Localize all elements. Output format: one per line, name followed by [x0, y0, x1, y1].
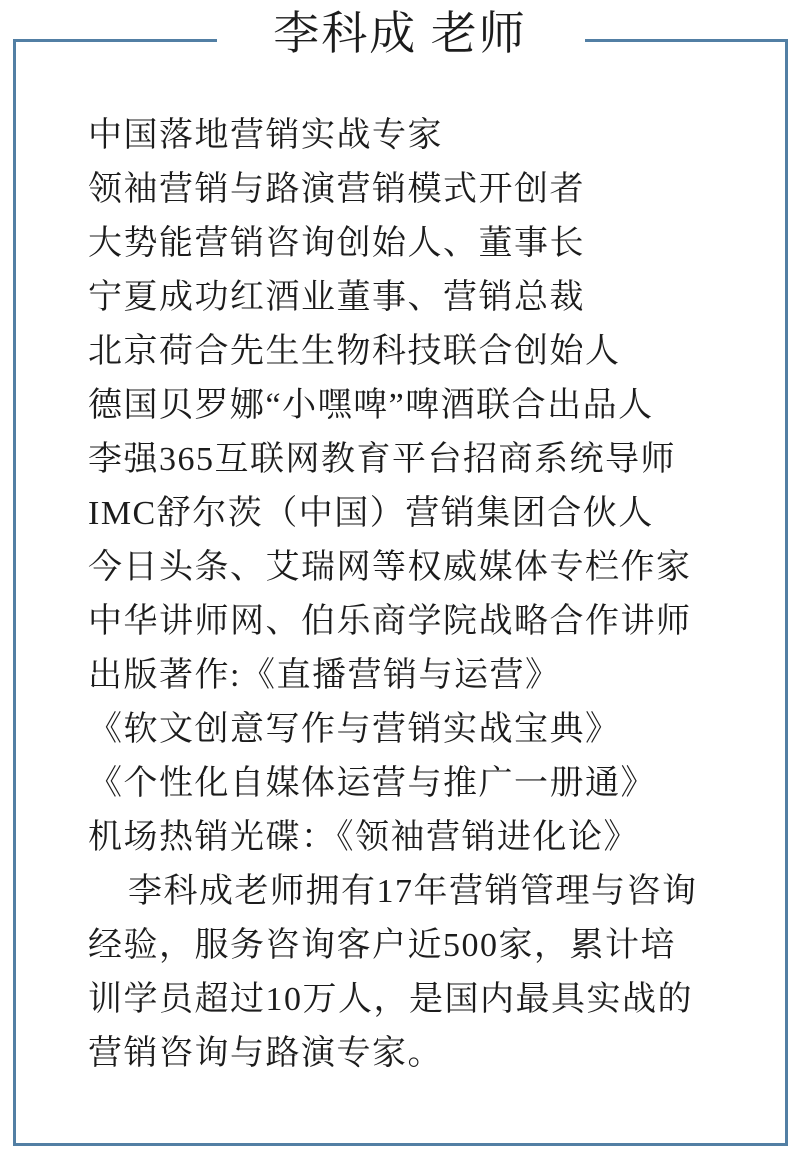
bio-line: 中国落地营销实战专家: [88, 117, 443, 154]
bio-line: 北京荷合先生生物科技联合创始人: [88, 333, 621, 370]
bio-line: 营销咨询与路演专家。: [88, 1035, 443, 1072]
bio-line: 李强365互联网教育平台招商系统导师: [88, 441, 676, 478]
bio-line: 《软文创意写作与营销实战宝典》: [88, 711, 621, 748]
bio-line: 训学员超过10万人，是国内最具实战的: [88, 981, 693, 1018]
bio-line: 机场热销光碟：《领袖营销进化论》: [88, 819, 639, 856]
bio-line: 出版著作:《直播营销与运营》: [88, 657, 561, 694]
page-title: 李科成 老师: [273, 8, 527, 59]
bio-line: IMC舒尔茨（中国）营销集团合伙人: [88, 495, 654, 532]
bio-line: 宁夏成功红酒业董事、营销总裁: [88, 279, 585, 316]
bio-line: 中华讲师网、伯乐商学院战略合作讲师: [88, 603, 692, 640]
bio-line: 经验，服务咨询客户近500家，累计培: [88, 927, 676, 964]
bio-line: 《个性化自媒体运营与推广一册通》: [88, 765, 656, 802]
bio-line: 德国贝罗娜“小嘿啤”啤酒联合出品人: [88, 387, 654, 424]
bio-content: [88, 109, 760, 1081]
bio-line: 领袖营销与路演营销模式开创者: [88, 171, 585, 208]
bio-line: 今日头条、艾瑞网等权威媒体专栏作家: [88, 549, 692, 586]
bio-line: 李科成老师拥有17年营销管理与咨询: [128, 873, 698, 910]
bio-line: 大势能营销咨询创始人、董事长: [88, 225, 585, 262]
